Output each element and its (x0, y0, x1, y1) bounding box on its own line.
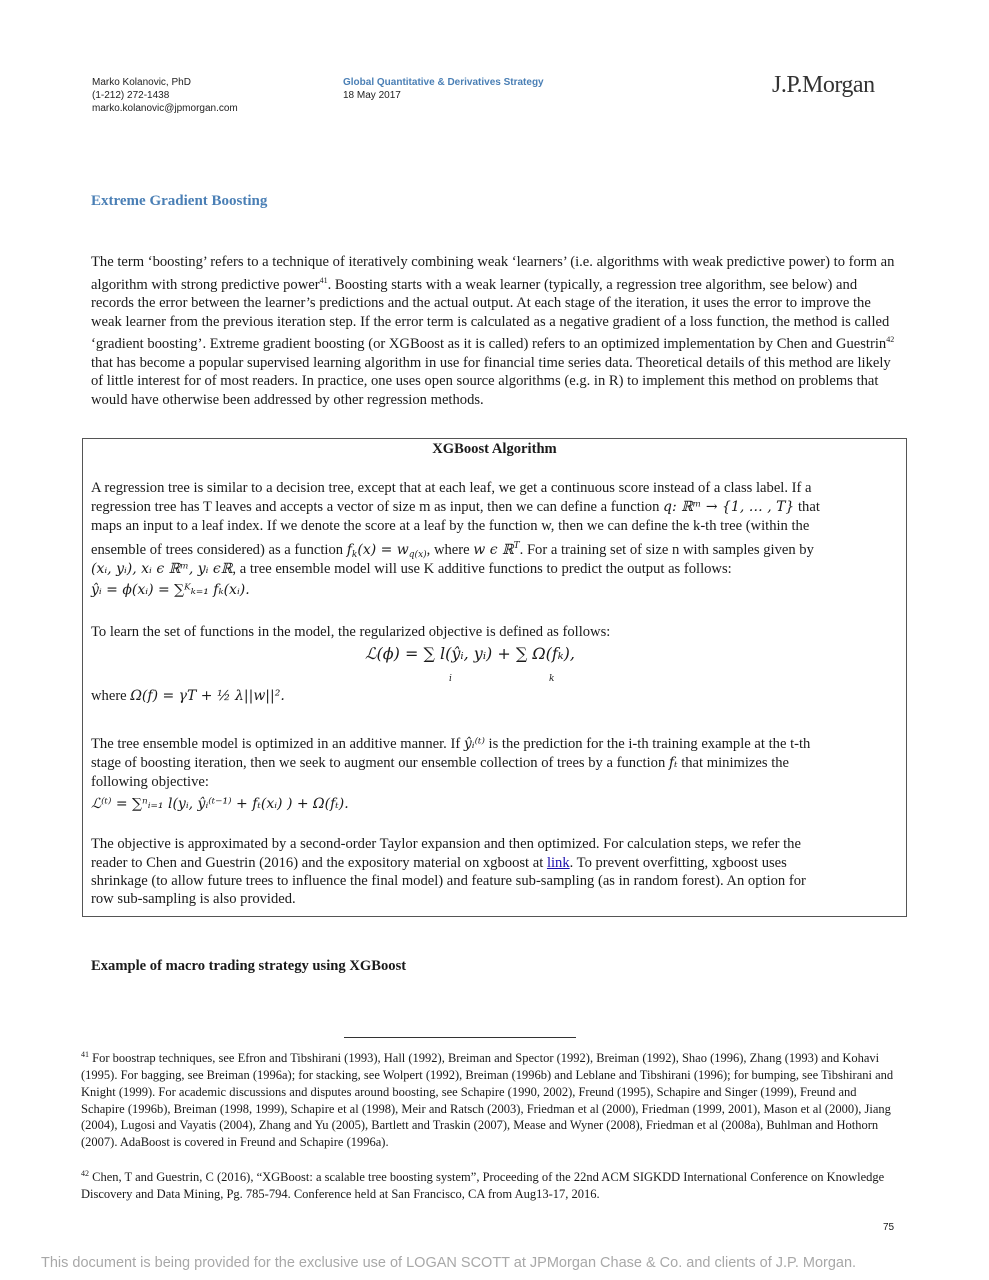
intro-text-2: . Boosting starts with a weak learner (typically, a regression tree algorithm, see below) and records the error between the learner’s predictions and the actual output. At each stage of the iteration, it uses the error to improve the weak learner from the previous iteration step. If the error term is calculated as a negative gradient of a loss function, the method is called ‘gradient boosting’. Extreme gradient boosting (or XGBoost as it is called) refers to an optimized implementation by Chen and Guestrin (91, 276, 890, 353)
footnote-42-text: Chen, T and Guestrin, C (2016), “XGBoost: a scalable tree boosting system”, Proceeding of the 22nd ACM SIGKDD International Conference on Knowledge Discovery and Data Mining, Pg. 785-794. Conference held at San Francisco, CA from Aug13-17, 2016. (81, 1170, 885, 1201)
box-p1-line2-end: that (794, 499, 820, 515)
box-p1-line4-end: . For a training set of size n with samples given by (519, 542, 814, 558)
math-fk-sub: k (351, 550, 358, 560)
intro-paragraph (91, 253, 901, 409)
box-p3-line2-text: stage of boosting iteration, then we seek to augment our ensemble collection of trees by a function (91, 755, 669, 771)
page-number: 75 (883, 1222, 895, 1233)
box-p4-line2 (91, 853, 787, 873)
section-title: Extreme Gradient Boosting (91, 193, 268, 209)
box-p3-equation (91, 794, 349, 814)
box-p1-line4-where: , where (426, 542, 474, 558)
box-p1-line6 (91, 580, 250, 600)
box-p4-line1: The objective is approximated by a second-order Taylor expansion and then optimized. For calculation steps, we refer the (91, 836, 801, 852)
footnote-ref-42[interactable]: 42 (886, 335, 895, 345)
sum-sub-k: k (549, 674, 555, 684)
footnote-42 (81, 1166, 896, 1203)
box-p1-line3: maps an input to a leaf index. If we denote the score at a leaf by the function w, then we can define the k-th tree (within the (91, 518, 810, 534)
math-training-set: (xᵢ, yᵢ), xᵢ ϵ ℝᵐ, yᵢ ϵℝ (91, 561, 233, 577)
author-phone: (1-212) 272-1438 (92, 90, 170, 101)
box-p3-line1-end: is the prediction for the i-th training example at the t-th (484, 736, 811, 752)
sum-sub-i: i (449, 674, 452, 684)
footnote-41-text: For boostrap techniques, see Efron and Tibshirani (1993), Hall (1992), Breiman and Spector (1992), Breiman (1992), Shao (1996), Zhang (1993) and Kohavi (1995). For bagging, see Breiman (1996a); for stacking, see Wolpert (1992), Breiman (1996b) and Leblane and Tibshirani (1996); for bumping, see Tibshirani and Knight (1999). For academic discussions and disputes around boosting, see Schapire (1990, 2002), Freund (1995), Schapire and Singer (1999), Freund and Schapire (1996b), Breiman (1998, 1999), Schapire et al (1998), Meir and Ratsch (2003), Friedman et al (2000), Friedman (1999, 2001), Mason et al (2000), Jiang (2004), Lugosi and Vayatis (2004), Zhang and Yu (2005), Bartlett and Traskin (2007), Mease and Wyner (2008), Friedman et al (2008a), Buhlman and Hothorn (2007). AdaBoost is covered in Freund and Schapire (1996a). (81, 1051, 894, 1150)
footnote-42-number: 42 (81, 1169, 89, 1178)
where-text: where (91, 688, 131, 704)
box-p4-line4: row sub-sampling is also provided. (91, 891, 296, 907)
math-yhat-t: ŷᵢ⁽ᵗ⁾ (463, 736, 485, 752)
department-name: Global Quantitative & Derivatives Strategy (343, 77, 544, 88)
box-p3-line1 (91, 734, 810, 754)
box-p3-line1-text: The tree ensemble model is optimized in an additive manner. If (91, 736, 464, 752)
box-p3-line3: following objective: (91, 774, 209, 790)
math-rt-sup: T (513, 541, 520, 551)
macro-strategy-heading: Example of macro trading strategy using XGBoost (91, 958, 407, 974)
box-p4-line2-end: . To prevent overfitting, xgboost uses (569, 855, 787, 871)
algorithm-box-title: XGBoost Algorithm (432, 441, 557, 457)
report-meta (343, 76, 544, 102)
author-block (92, 76, 238, 115)
math-function-q: q: ℝᵐ → {1, … , T} (663, 499, 795, 515)
footnote-divider (344, 1037, 576, 1038)
math-objective-t: ℒ⁽ᵗ⁾ = ∑ⁿᵢ₌₁ l(yᵢ, ŷᵢ⁽ᵗ⁻¹⁾ + fₜ(xᵢ) ) + Ω(fₜ). (91, 796, 349, 812)
objective-equation (365, 644, 575, 665)
author-email: marko.kolanovic@jpmorgan.com (92, 103, 238, 114)
report-date: 18 May 2017 (343, 90, 401, 101)
box-p2-line1: To learn the set of functions in the model, the regularized objective is defined as follows: (91, 624, 611, 640)
box-p1-line2 (91, 497, 820, 517)
box-p1-line4-text: ensemble of trees considered) as a function (91, 542, 347, 558)
math-wq: (x) = w (357, 542, 409, 558)
box-p4-line2-text: reader to Chen and Guestrin (2016) and the expository material on xgboost at (91, 855, 547, 871)
footnote-41 (81, 1047, 896, 1151)
math-ft: fₜ (668, 755, 678, 771)
box-p1-line2-text: regression tree has T leaves and accepts a vector of size m as input, then we can define a function (91, 499, 664, 515)
intro-text-1: The term ‘boosting’ refers to a technique of iteratively combining weak ‘learners’ (i.e. algorithms with weak predictive power) to form an algorithm with strong predictive power (91, 254, 895, 293)
footnote-41-number: 41 (81, 1050, 89, 1059)
xgboost-link[interactable]: link (546, 855, 570, 871)
intro-text-3: that has become a popular supervised learning algorithm in use for financial time series data. Theoretical details of this method are likely of little interest for of most readers. In practice, one uses open source algorithms (e.g. in R) to implement this method on problems that would have otherwise been addressed by other regression methods. (91, 354, 891, 408)
box-p2-where (91, 686, 285, 706)
math-regularization: Ω(f) = γT + ½ λ||w||². (130, 688, 285, 704)
math-prediction-eq: ŷᵢ = ϕ(xᵢ) = ∑ᴷₖ₌₁ fₖ(xᵢ). (91, 582, 250, 598)
jpmorgan-logo: J.P.Morgan (772, 72, 875, 98)
box-p4-line3: shrinkage (to allow future trees to influence the final model) and feature sub-sampling (as in random forest). An option for (91, 873, 806, 889)
box-p3-line2-end: that minimizes the (677, 755, 790, 771)
box-p3-line2 (91, 753, 789, 773)
math-w-in-rt: w ϵ ℝ (473, 542, 514, 558)
footnote-ref-41[interactable]: 41 (319, 275, 328, 285)
math-objective: ℒ(ϕ) = ∑ l(ŷᵢ, yᵢ) + ∑ Ω(fₖ), (365, 644, 575, 663)
box-p1-line5-text: , a tree ensemble model will use K additive functions to predict the output as follows: (232, 561, 732, 577)
math-fk: f (346, 542, 352, 558)
box-p1-line5 (91, 559, 732, 579)
author-name: Marko Kolanovic, PhD (92, 77, 191, 88)
box-p1-line1: A regression tree is similar to a decision tree, except that at each leaf, we get a continuous score instead of a class label. If a (91, 480, 812, 496)
disclaimer-text: This document is being provided for the exclusive use of LOGAN SCOTT at JPMorgan Chase & Co. and clients of J.P. Morgan. (41, 1255, 857, 1271)
math-wq-sub: q(x) (408, 550, 427, 560)
